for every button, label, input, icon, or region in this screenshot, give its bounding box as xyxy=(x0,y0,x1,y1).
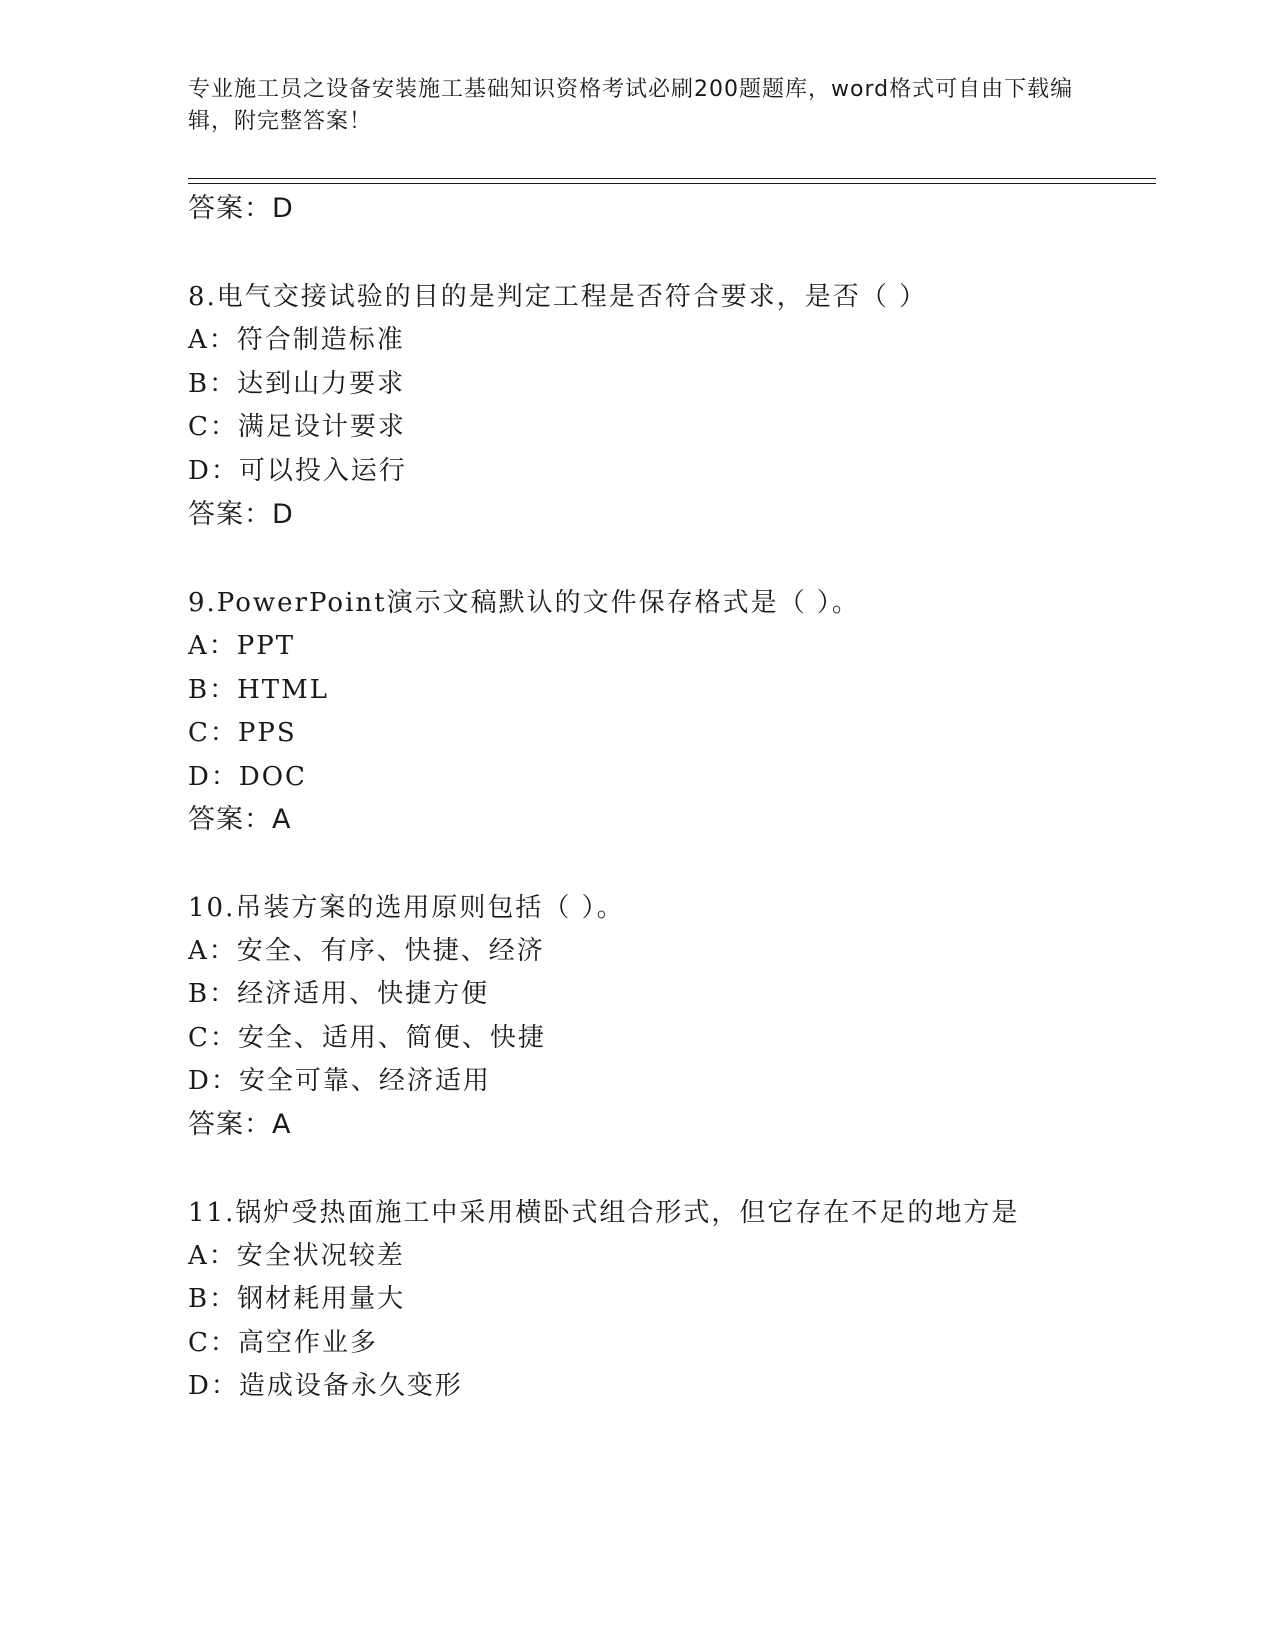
question-8-option-a: A：符合制造标准 xyxy=(188,325,405,355)
header-divider-bottom xyxy=(188,183,1156,184)
question-11-option-d: D：造成设备永久变形 xyxy=(188,1371,463,1401)
answer-q7: 答案：D xyxy=(188,193,294,224)
question-8-option-c: C：满足设计要求 xyxy=(188,412,406,442)
question-10-option-b: B：经济适用、快捷方便 xyxy=(188,979,490,1009)
question-8-stem: 8.电气交接试验的目的是判定工程是否符合要求，是否（ ） xyxy=(188,282,928,312)
question-8-option-d: D：可以投入运行 xyxy=(188,456,407,486)
question-9-option-b: B：HTML xyxy=(188,675,330,705)
answer-q9: 答案：A xyxy=(188,804,292,835)
header-divider-top xyxy=(188,178,1156,179)
question-8-option-b: B：达到山力要求 xyxy=(188,369,406,399)
question-10-option-c: C：安全、适用、简便、快捷 xyxy=(188,1023,546,1053)
answer-q8: 答案：D xyxy=(188,499,294,530)
question-11-option-c: C：高空作业多 xyxy=(188,1328,378,1358)
question-10-option-d: D：安全可靠、经济适用 xyxy=(188,1066,491,1096)
document-header: 专业施工员之设备安装施工基础知识资格考试必刷200题题库，word格式可自由下载编辑，附完整答案！ xyxy=(188,77,1074,134)
question-9-stem: 9.PowerPoint演示文稿默认的文件保存格式是（ ）。 xyxy=(188,588,860,618)
question-9-option-a: A：PPT xyxy=(188,631,296,661)
question-11-option-b: B：钢材耗用量大 xyxy=(188,1284,406,1314)
question-11-stem: 11.锅炉受热面施工中采用横卧式组合形式，但它存在不足的地方是 xyxy=(188,1198,1020,1228)
answer-q10: 答案：A xyxy=(188,1109,292,1140)
question-10-stem: 10.吊装方案的选用原则包括（ ）。 xyxy=(188,893,625,923)
question-9-option-d: D：DOC xyxy=(188,762,307,792)
question-9-option-c: C：PPS xyxy=(188,718,297,748)
question-11-option-a: A：安全状况较差 xyxy=(188,1241,405,1271)
question-10-option-a: A：安全、有序、快捷、经济 xyxy=(188,936,545,966)
